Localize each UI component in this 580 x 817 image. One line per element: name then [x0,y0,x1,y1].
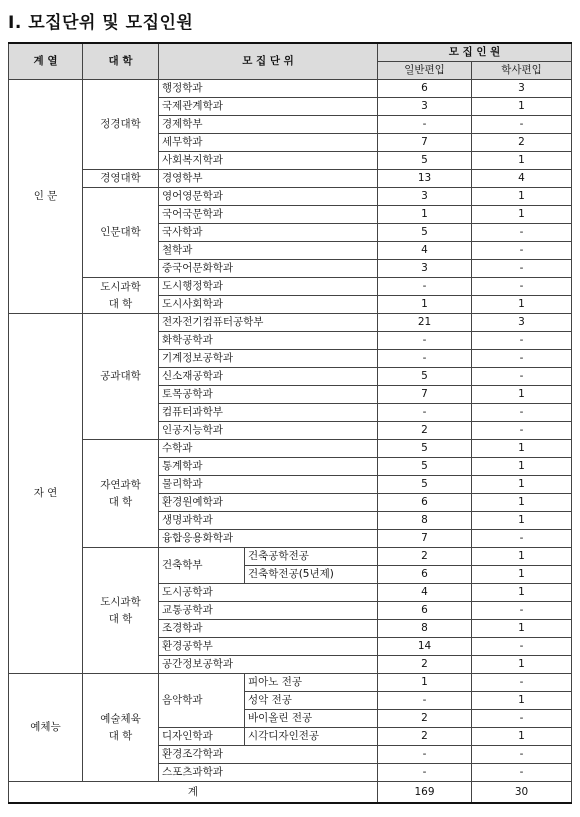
bachelor-count: 1 [472,206,572,224]
unit-cell: 스포츠과학과 [159,764,378,782]
college-cell: 도시과학 대 학 [83,548,159,674]
general-count: 5 [378,440,472,458]
college-cell: 자연과학 대 학 [83,440,159,548]
bachelor-count: 1 [472,728,572,746]
bachelor-count: - [472,422,572,440]
unit-cell: 중국어문화학과 [159,260,378,278]
header-bachelor: 학사편입 [472,62,572,80]
unit-cell: 건축학전공(5년제) [245,566,378,584]
bachelor-count: 1 [472,476,572,494]
bachelor-count: 3 [472,314,572,332]
bachelor-count: 3 [472,80,572,98]
college-cell: 인문대학 [83,188,159,278]
table-row [9,440,572,458]
bachelor-count: 1 [472,494,572,512]
unit-cell: 국제관계학과 [159,98,378,116]
unit-cell: 공간정보공학과 [159,656,378,674]
general-count: 4 [378,584,472,602]
bachelor-count: - [472,350,572,368]
general-count: 3 [378,188,472,206]
header-unit: 모 집 단 위 [159,43,378,80]
general-count: 2 [378,710,472,728]
general-count: 13 [378,170,472,188]
college-cell: 경영대학 [83,170,159,188]
general-count: 7 [378,134,472,152]
unit-cell: 환경조각학과 [159,746,378,764]
unit-cell: 국사학과 [159,224,378,242]
field-cell: 자 연 [9,314,83,674]
general-count: 1 [378,206,472,224]
bachelor-count: 1 [472,458,572,476]
header-general: 일반편입 [378,62,472,80]
bachelor-count: - [472,242,572,260]
unit-cell: 피아노 전공 [245,674,378,692]
unit-cell: 환경공학부 [159,638,378,656]
subunit-cell: 건축학부 [159,548,245,584]
bachelor-count: 1 [472,512,572,530]
general-count: 1 [378,674,472,692]
subunit-cell: 음악학과 [159,674,245,728]
subunit-cell: 디자인학과 [159,728,245,746]
bachelor-count: - [472,260,572,278]
unit-cell: 영어영문학과 [159,188,378,206]
bachelor-count: - [472,710,572,728]
bachelor-count: 1 [472,656,572,674]
bachelor-count: - [472,638,572,656]
bachelor-count: 1 [472,98,572,116]
quota-table [8,42,572,804]
bachelor-count: 2 [472,134,572,152]
total-label: 계 [9,782,378,804]
table-row [9,674,572,692]
bachelor-count: - [472,116,572,134]
general-count: 2 [378,656,472,674]
general-count: 5 [378,152,472,170]
unit-cell: 건축공학전공 [245,548,378,566]
general-count: - [378,692,472,710]
bachelor-count: - [472,332,572,350]
general-count: 21 [378,314,472,332]
general-count: - [378,332,472,350]
general-count: - [378,764,472,782]
table-row [9,314,572,332]
unit-cell: 전자전기컴퓨터공학부 [159,314,378,332]
unit-cell: 시각디자인전공 [245,728,378,746]
unit-cell: 교통공학과 [159,602,378,620]
bachelor-count: - [472,674,572,692]
bachelor-count: - [472,530,572,548]
unit-cell: 물리학과 [159,476,378,494]
general-count: 6 [378,494,472,512]
unit-cell: 사회복지학과 [159,152,378,170]
unit-cell: 화학공학과 [159,332,378,350]
general-count: 4 [378,242,472,260]
general-count: 6 [378,566,472,584]
unit-cell: 통계학과 [159,458,378,476]
bachelor-count: 1 [472,386,572,404]
general-count: 5 [378,224,472,242]
unit-cell: 경영학부 [159,170,378,188]
general-count: 5 [378,458,472,476]
unit-cell: 경제학부 [159,116,378,134]
unit-cell: 기계정보공학과 [159,350,378,368]
general-count: 8 [378,512,472,530]
bachelor-count: 1 [472,692,572,710]
unit-cell: 토목공학과 [159,386,378,404]
header-field: 계 열 [9,43,83,80]
unit-cell: 세무학과 [159,134,378,152]
total-bachelor: 30 [472,782,572,804]
general-count: 2 [378,728,472,746]
header-quota: 모 집 인 원 [378,43,572,62]
general-count: 14 [378,638,472,656]
college-cell: 정경대학 [83,80,159,170]
bachelor-count: - [472,368,572,386]
unit-cell: 행정학과 [159,80,378,98]
bachelor-count: 1 [472,566,572,584]
page-title: Ⅰ. 모집단위 및 모집인원 [8,13,194,33]
bachelor-count: - [472,278,572,296]
general-count: 2 [378,548,472,566]
general-count: 7 [378,386,472,404]
bachelor-count: - [472,746,572,764]
bachelor-count: 1 [472,296,572,314]
unit-cell: 바이올린 전공 [245,710,378,728]
unit-cell: 도시행정학과 [159,278,378,296]
general-count: 5 [378,476,472,494]
general-count: 6 [378,602,472,620]
unit-cell: 성악 전공 [245,692,378,710]
bachelor-count: - [472,224,572,242]
general-count: 8 [378,620,472,638]
bachelor-count: 1 [472,620,572,638]
table-row [9,188,572,206]
bachelor-count: - [472,602,572,620]
unit-cell: 신소재공학과 [159,368,378,386]
bachelor-count: 1 [472,440,572,458]
bachelor-count: 4 [472,170,572,188]
unit-cell: 융합응용화학과 [159,530,378,548]
general-count: 1 [378,296,472,314]
college-cell: 예술체육 대 학 [83,674,159,782]
field-cell: 예체능 [9,674,83,782]
college-cell: 공과대학 [83,314,159,440]
general-count: 2 [378,422,472,440]
unit-cell: 철학과 [159,242,378,260]
unit-cell: 조경학과 [159,620,378,638]
unit-cell: 도시공학과 [159,584,378,602]
general-count: 3 [378,260,472,278]
field-cell: 인 문 [9,80,83,314]
bachelor-count: 1 [472,152,572,170]
general-count: - [378,746,472,764]
unit-cell: 생명과학과 [159,512,378,530]
general-count: - [378,404,472,422]
bachelor-count: 1 [472,584,572,602]
unit-cell: 국어국문학과 [159,206,378,224]
general-count: 6 [378,80,472,98]
bachelor-count: - [472,404,572,422]
college-cell: 도시과학 대 학 [83,278,159,314]
general-count: 3 [378,98,472,116]
unit-cell: 인공지능학과 [159,422,378,440]
general-count: - [378,278,472,296]
bachelor-count: 1 [472,548,572,566]
unit-cell: 수학과 [159,440,378,458]
table-row [9,278,572,296]
table-row [9,170,572,188]
general-count: 5 [378,368,472,386]
header-college: 대 학 [83,43,159,80]
total-general: 169 [378,782,472,804]
table-row [9,548,572,566]
bachelor-count: 1 [472,188,572,206]
general-count: 7 [378,530,472,548]
table-row [9,80,572,98]
general-count: - [378,350,472,368]
unit-cell: 도시사회학과 [159,296,378,314]
bachelor-count: - [472,764,572,782]
general-count: - [378,116,472,134]
unit-cell: 컴퓨터과학부 [159,404,378,422]
unit-cell: 환경원예학과 [159,494,378,512]
